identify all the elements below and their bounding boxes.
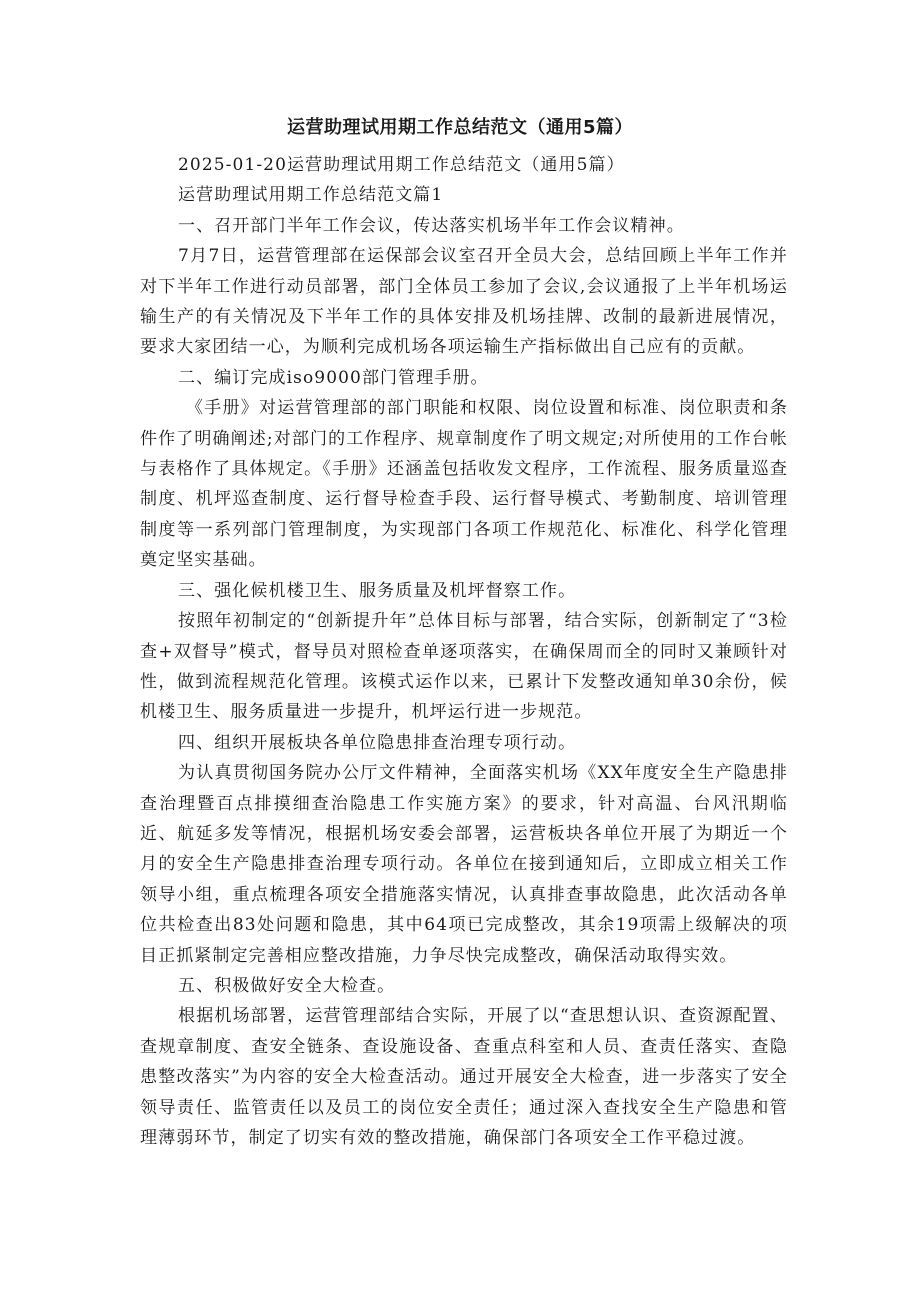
section-body-2: 《手册》对运营管理部的部门职能和权限、岗位设置和标准、岗位职责和条件作了明确阐述;对部门的工作程序、规章制度作了明文规定;对所使用的工作台帐与表格作了具体规定。《手册》还涵盖包括收发文程序，工作流程、服务质量巡查制度、机坪巡查制度、运行督导检查手段、运行督导模式、考勤制度、培训管理制度等一系列部门管理制度，为实现部门各项工作规范化、标准化、科学化管理奠定坚实基础。: [140, 398, 788, 571]
section-heading-2: 二、编订完成iso9000部门管理手册。: [178, 367, 489, 388]
document-title: 运营助理试用期工作总结范文（通用5篇）: [286, 117, 634, 138]
document-body: [140, 150, 788, 1153]
section-body-1: 7月7日，运营管理部在运保部会议室召开全员大会，总结回顾上半年工作并对下半年工作进行动员部署，部门全体员工参加了会议,会议通报了上半年机场运输生产的有关情况及下半年工作的具体安排及机场挂牌、改制的最新进展情况，要求大家团结一心，为顺利完成机场各项运输生产指标做出自己应有的贡献。: [140, 246, 788, 358]
article-label: 运营助理试用期工作总结范文篇1: [178, 185, 444, 206]
section-body-4: 为认真贯彻国务院办公厅文件精神，全面落实机场《XX年度安全生产隐患排查治理暨百点排摸细查治隐患工作实施方案》的要求，针对高温、台风汛期临近、航延多发等情况，根据机场安委会部署，运营板块各单位开展了为期近一个月的安全生产隐患排查治理专项行动。各单位在接到通知后，立即成立相关工作领导小组，重点梳理各项安全措施落实情况，认真排查事故隐患，此次活动各单位共检查出83处问题和隐患，其中64项已完成整改，其余19项需上级解决的项目正抓紧制定完善相应整改措施，力争尽快完成整改，确保活动取得实效。: [140, 763, 788, 966]
section-heading-5: 五、积极做好安全大检查。: [178, 975, 396, 996]
section-heading-4: 四、组织开展板块各单位隐患排查治理专项行动。: [178, 732, 577, 753]
section-body-3: 按照年初制定的“创新提升年”总体目标与部署，结合实际，创新制定了“3检查+双督导”模式，督导员对照检查单逐项落实，在确保周而全的同时又兼顾针对性，做到流程规范化管理。该模式运作以来，已累计下发整改通知单30余份，候机楼卫生、服务质量进一步提升，机坪运行进一步规范。: [140, 611, 788, 723]
section-body-5: 根据机场部署，运营管理部结合实际，开展了以“查思想认识、查资源配置、查规章制度、查安全链条、查设施设备、查重点科室和人员、查责任落实、查隐患整改落实”为内容的安全大检查活动。通过开展安全大检查，进一步落实了安全领导责任、监管责任以及员工的岗位安全责任；通过深入查找安全生产隐患和管理薄弱环节，制定了切实有效的整改措施，确保部门各项安全工作平稳过渡。: [140, 1006, 788, 1148]
date-line: 2025-01-20运营助理试用期工作总结范文（通用5篇）: [178, 155, 625, 175]
section-heading-3: 三、强化候机楼卫生、服务质量及机坪督察工作。: [178, 580, 577, 601]
section-heading-1: 一、召开部门半年工作会议，传达落实机场半年工作会议精神。: [178, 215, 685, 236]
